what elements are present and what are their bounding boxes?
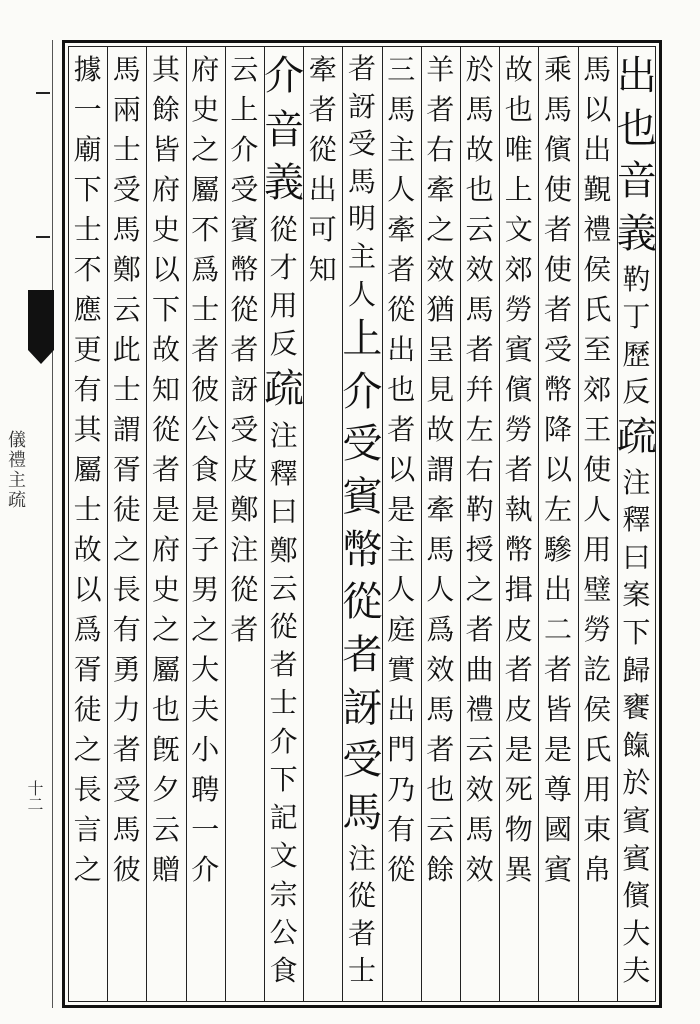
text-column <box>460 50 499 1000</box>
text-run: 從才 <box>269 212 298 284</box>
text-run: 牽者從出可知 <box>308 53 337 286</box>
text-column <box>225 50 264 1000</box>
column-rule <box>578 46 579 1002</box>
text-run: 歷反 <box>622 337 651 409</box>
text-run: 馬兩士受馬鄭云此士謂胥徒之長有勇力者受馬彼 <box>112 53 141 886</box>
large-text-run: 疏 <box>264 366 304 413</box>
column-rule <box>264 46 265 1002</box>
text-run: 注釋曰案下歸饔餼於賓賓儐大夫 <box>622 465 651 988</box>
text-run: 用反 <box>269 288 298 361</box>
text-run: 注釋曰鄭云從者士介下記文宗公食 <box>269 418 298 987</box>
column-rule <box>107 46 108 1002</box>
text-run: 馬以出覲禮侯氏至郊王使人用璧勞訖侯氏用束帛 <box>583 53 612 886</box>
text-run: 乘馬儐使者使者受幣降以左驂出二者皆是尊國賓 <box>543 53 572 886</box>
text-run: 其餘皆府史以下故知從者是府史之屬也旣夕云贈 <box>151 53 180 886</box>
text-column <box>107 50 146 1000</box>
text-run: 故也唯上文郊勞賓儐勞者執幣揖皮者皮是死物異 <box>504 53 533 886</box>
text-column <box>538 50 577 1000</box>
text-column <box>382 50 421 1000</box>
column-rule <box>460 46 461 1002</box>
text-column <box>186 50 225 1000</box>
column-rule <box>499 46 500 1002</box>
column-rule <box>303 46 304 1002</box>
column-rule <box>617 46 618 1002</box>
text-run: 於馬故也云效馬者幷左右靮授之者曲禮云效馬效 <box>465 53 494 886</box>
column-rule <box>382 46 383 1002</box>
column-rule <box>421 46 422 1002</box>
text-run: 者訝受馬明主人 <box>347 52 376 311</box>
large-text-run: 上介受賓幣從者訝受馬 <box>342 316 383 836</box>
text-column <box>617 50 656 1000</box>
large-text-run: 介音義 <box>264 53 304 206</box>
text-column <box>264 50 303 1000</box>
text-column <box>68 50 107 1000</box>
text-run: 注從者士 <box>347 841 376 988</box>
text-column <box>578 50 617 1000</box>
column-rule <box>225 46 226 1002</box>
large-text-run: 出也音義 <box>616 53 657 257</box>
text-run: 云上介受賓幣從者訝受皮鄭注從者 <box>230 53 259 646</box>
column-rule <box>342 46 343 1002</box>
text-column <box>421 50 460 1000</box>
column-rule <box>146 46 147 1002</box>
text-column <box>146 50 185 1000</box>
column-rule <box>186 46 187 1002</box>
text-column <box>342 50 381 1000</box>
page-number: 十二 <box>25 780 44 812</box>
margin-tick <box>36 236 50 238</box>
text-run: 羊者右牽之效猶呈見故謂牽馬人爲效馬者也云餘 <box>426 53 455 886</box>
column-rule <box>538 46 539 1002</box>
fishtail-mark <box>28 290 54 350</box>
text-column <box>303 50 342 1000</box>
text-column <box>499 50 538 1000</box>
margin-tick <box>36 92 50 94</box>
text-run: 三馬主人牽者從出也者以是主人庭實出門乃有從 <box>387 53 416 886</box>
text-run: 府史之屬不爲士者彼公食是子男之大夫小聘一介 <box>191 53 220 886</box>
large-text-run: 疏 <box>616 413 657 460</box>
book-title-margin: 儀禮主疏 <box>5 430 26 510</box>
text-run: 靮丁 <box>622 262 651 334</box>
margin-line <box>52 40 53 1008</box>
text-run: 據一廟下士不應更有其屬士故以爲胥徒之長言之 <box>73 53 102 886</box>
